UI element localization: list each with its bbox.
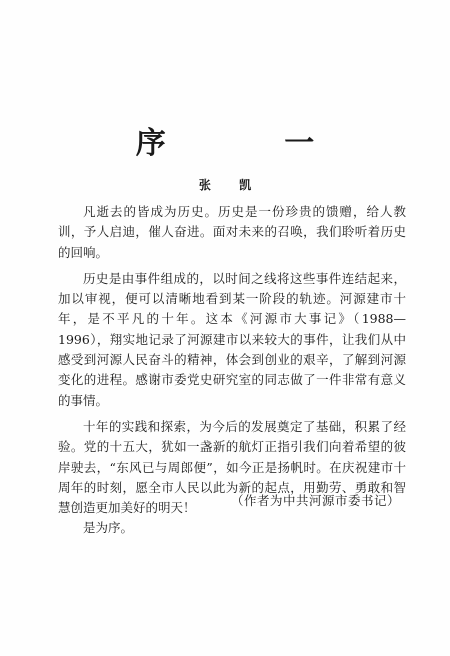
paragraph: 是为序。: [83, 520, 134, 536]
paragraph: 历史是由事件组成的，以时间之线将这些事件连结起来，加以审视，便可以清晰地看到某一阶段的轨迹。河源建市十年，是不平凡的十年。这本《河源市大事记》（1988—1996），翔实地记录了河源建市以来较大的事件，让我们从中感受到河源人民奋斗的精神，体会到创业的艰辛，了解到河源变化的进程。感谢市委党史研究室的同志做了一件非常有意义的事情。: [58, 270, 406, 408]
preface-body: [58, 202, 406, 539]
paragraph: 凡逝去的皆成为历史。历史是一份珍贵的馈赠，给人教训，予人启迪，催人奋进。面对未来的召唤，我们聆听着历史的回响。: [58, 204, 406, 260]
page-title: 序 一: [135, 126, 369, 161]
paragraph: 十年的实践和探索，为今后的发展奠定了基础，积累了经验。党的十五大，犹如一盏新的航灯正指引我们向着希望的彼岸驶去，“东风已与周郎便”，如今正是扬帆时。在庆祝建市十周年的时刻，愿全市人民以此为新的起点，用勤劳、勇敢和智慧创造更加美好的明天！: [58, 418, 406, 516]
author-signature: （作者为中共河源市委书记）: [230, 493, 400, 508]
author-name: 张 凯: [198, 178, 264, 192]
